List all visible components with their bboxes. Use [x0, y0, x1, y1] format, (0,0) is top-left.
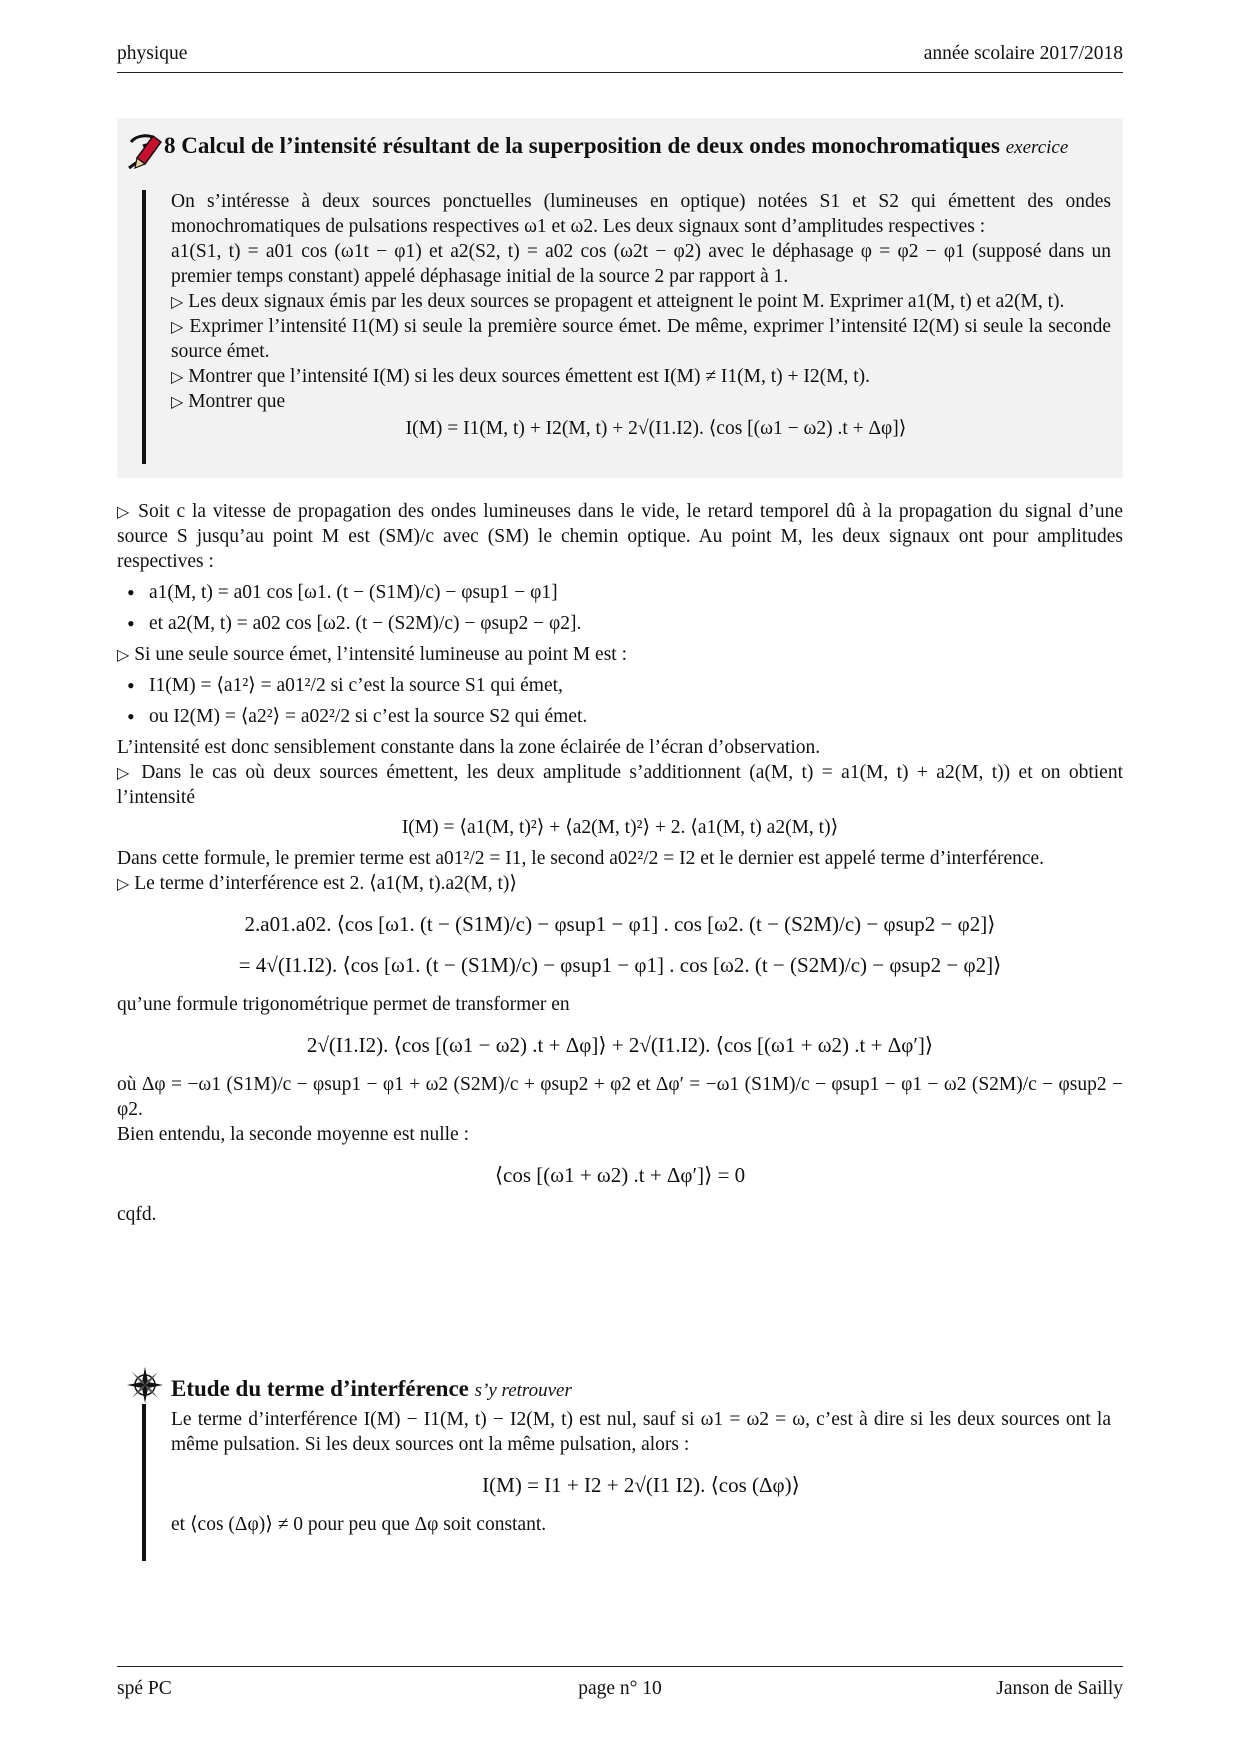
footer-page-number: page n° 10 — [578, 1678, 662, 1699]
exercise-question-1: ▷ Les deux signaux émis par les deux sources se propagent et atteignent le point M. Exprimer a1(M, t) et a2(M, t). — [171, 290, 1065, 312]
triangle-icon: ▷ — [171, 293, 184, 311]
exercise-target-equation: I(M) = I1(M, t) + I2(M, t) + 2√(I1.I2). ⟨cos [(ω1 − ω2) .t + Δφ]⟩ — [405, 417, 907, 439]
etude-body — [171, 1408, 1111, 1538]
etude-conclusion: et ⟨cos (Δφ)⟩ ≠ 0 pour peu que Δφ soit constant. — [171, 1513, 547, 1535]
exercise-question-3: ▷ Montrer que l’intensité I(M) si les deux sources émettent est I(M) ≠ I1(M, t) + I2(M, t). — [171, 365, 871, 387]
pencil-icon — [123, 128, 163, 174]
solution-phase-definitions: où Δφ = −ω1 (S1M)/c − φsup1 − φ1 + ω2 (S2M)/c + φsup2 + φ2 et Δφ′ = −ω1 (S1M)/c − φsup1 − φ1 − ω2 (S2M)/c − φsup2 − φ2. — [117, 1073, 1123, 1120]
exercise-left-rule — [142, 190, 146, 464]
header-year: année scolaire 2017/2018 — [923, 43, 1123, 64]
equation-null-mean: ⟨cos [(ω1 + ω2) .t + Δφ′]⟩ = 0 — [494, 1162, 746, 1187]
equation-sum-of-cos: 2√(I1.I2). ⟨cos [(ω1 − ω2) .t + Δφ]⟩ + 2√(I1.I2). ⟨cos [(ω1 + ω2) .t + Δφ′]⟩ — [306, 1033, 934, 1058]
etude-left-rule — [142, 1404, 146, 1561]
list-item: • et a2(M, t) = a02 cos [ω2. (t − (S2M)/c) − φsup2 − φ2]. — [117, 612, 1123, 637]
equation-product: 2.a01.a02. ⟨cos [ω1. (t − (S1M)/c) − φsup1 − φ1] . cos [ω2. (t − (S2M)/c) − φsup2 − φ2]⟩ — [244, 912, 996, 937]
solution-terms: Dans cette formule, le premier terme est a01²/2 = I1, le second a02²/2 = I2 et le dernier est appelé terme d’interférence. — [117, 848, 1045, 870]
equation-product-sqrt: = 4√(I1.I2). ⟨cos [ω1. (t − (S1M)/c) − φsup1 − φ1] . cos [ω2. (t − (S2M)/c) − φsup2 − φ2]⟩ — [238, 953, 1002, 978]
triangle-icon: ▷ — [117, 504, 132, 521]
solution-qed: cqfd. — [117, 1203, 157, 1225]
footer-class: spé PC — [117, 1678, 172, 1699]
etude-paragraph: Le terme d’interférence I(M) − I1(M, t) − I2(M, t) est nul, sauf si ω1 = ω2 = ω, c’est à dire si les deux sources ont la même pulsation. Si les deux sources ont la même pulsation, alors : — [171, 1409, 1111, 1455]
triangle-icon: ▷ — [117, 646, 130, 664]
exercise-title: 8 Calcul de l’intensité résultant de la superposition de deux ondes monochromatiques exercice — [164, 133, 1069, 158]
solution-null-mean: Bien entendu, la seconde moyenne est nulle : — [117, 1123, 469, 1145]
solution — [117, 500, 1123, 1228]
footer-school: Janson de Sailly — [996, 1678, 1123, 1699]
etude-title: Etude du terme d’interférence s’y retrouver — [171, 1376, 572, 1401]
exercise-question-4: ▷ Montrer que — [171, 390, 286, 412]
solution-interference-term: ▷ Le terme d’interférence est 2. ⟨a1(M, t).a2(M, t)⟩ — [117, 873, 518, 895]
header-subject: physique — [117, 43, 188, 64]
solution-single-source: ▷ Si une seule source émet, l’intensité lumineuse au point M est : — [117, 643, 628, 665]
list-item: • ou I2(M) = ⟨a2²⟩ = a02²/2 si c’est la source S2 qui émet. — [117, 705, 1123, 730]
solution-constant-intensity: L’intensité est donc sensiblement constante dans la zone éclairée de l’écran d’observation. — [117, 736, 821, 758]
triangle-icon: ▷ — [171, 393, 184, 411]
exercise-kind: exercice — [1005, 137, 1069, 158]
compass-rose-icon — [127, 1367, 163, 1403]
solution-propagation: ▷ Soit c la vitesse de propagation des ondes lumineuses dans le vide, le retard temporel dû à la propagation du signal d’une source S jusqu’au point M est (SM)/c avec (SM) le chemin optique. Au point M, les deux signaux ont pour amplitudes respectives : — [117, 501, 1124, 572]
triangle-icon: ▷ — [117, 876, 130, 894]
solution-trig-transform: qu’une formule trigonométrique permet de transformer en — [117, 994, 570, 1016]
list-item: • I1(M) = ⟨a1²⟩ = a01²/2 si c’est la source S1 qui émet, — [117, 674, 1123, 699]
page-footer — [117, 1666, 1123, 1707]
list-item: • a1(M, t) = a01 cos [ω1. (t − (S1M)/c) − φsup1 − φ1] — [117, 581, 1123, 606]
exercise-question-2: ▷ Exprimer l’intensité I1(M) si seule la première source émet. De même, exprimer l’intensité I2(M) si seule la seconde source émet. — [171, 315, 1111, 362]
exercise-amplitudes: a1(S1, t) = a01 cos (ω1t − φ1) et a2(S2, t) = a02 cos (ω2t − φ2) avec le déphasage φ = φ2 − φ1 (supposé dans un premier temps constant) appelé déphasage initial de la source 2 par rapport à 1. — [171, 240, 1111, 287]
triangle-icon: ▷ — [117, 764, 133, 782]
etude-box — [117, 1366, 1123, 1566]
triangle-icon: ▷ — [171, 368, 184, 386]
equation-total-intensity: I(M) = ⟨a1(M, t)²⟩ + ⟨a2(M, t)²⟩ + 2. ⟨a1(M, t) a2(M, t)⟩ — [401, 817, 839, 839]
exercise-intro: On s’intéresse à deux sources ponctuelles (lumineuses en optique) notées S1 et S2 qui émettent des ondes monochromatiques de pulsations respectives ω1 et ω2. Les deux signaux sont d’amplitudes respectives : — [171, 191, 1111, 237]
etude-kind: s’y retrouver — [474, 1380, 572, 1401]
exercise-box — [117, 118, 1123, 478]
triangle-icon: ▷ — [171, 318, 184, 336]
etude-equation: I(M) = I1 + I2 + 2√(I1 I2). ⟨cos (Δφ)⟩ — [482, 1472, 800, 1497]
page-header — [117, 40, 1123, 73]
exercise-statement — [171, 190, 1111, 442]
solution-two-sources: ▷ Dans le cas où deux sources émettent, les deux amplitude s’additionnent (a(M, t) = a1(M, t) + a2(M, t)) et on obtient l’intensité — [117, 761, 1124, 808]
